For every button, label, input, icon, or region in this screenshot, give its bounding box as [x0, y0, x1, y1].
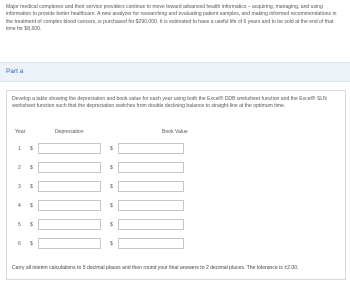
- depreciation-input[interactable]: [38, 238, 101, 249]
- year-number: 4: [18, 203, 21, 209]
- depreciation-input[interactable]: [38, 143, 101, 154]
- table-row: [7, 143, 345, 156]
- question-panel: [6, 90, 346, 280]
- depreciation-dollar-sign: $: [30, 222, 33, 228]
- depreciation-input[interactable]: [38, 200, 101, 211]
- book-value-dollar-sign: $: [110, 222, 113, 228]
- book-value-input[interactable]: [118, 219, 184, 230]
- table-row: [7, 162, 345, 175]
- part-label: Part a: [6, 68, 24, 75]
- depreciation-input[interactable]: [38, 181, 101, 192]
- book-value-dollar-sign: $: [110, 184, 113, 190]
- book-value-input[interactable]: [118, 143, 184, 154]
- year-number: 6: [18, 241, 21, 247]
- table-row: [7, 200, 345, 213]
- depreciation-dollar-sign: $: [30, 184, 33, 190]
- table-row: [7, 181, 345, 194]
- depreciation-dollar-sign: $: [30, 165, 33, 171]
- depreciation-column-header: Depreciation: [55, 129, 84, 135]
- year-number: 5: [18, 222, 21, 228]
- depreciation-dollar-sign: $: [30, 146, 33, 152]
- year-number: 3: [18, 184, 21, 190]
- year-number: 1: [18, 146, 21, 152]
- book-value-dollar-sign: $: [110, 203, 113, 209]
- depreciation-input[interactable]: [38, 162, 101, 173]
- part-a-header: [0, 62, 350, 82]
- book-value-column-header: Book Value: [162, 129, 188, 135]
- book-value-dollar-sign: $: [110, 165, 113, 171]
- depreciation-dollar-sign: $: [30, 203, 33, 209]
- depreciation-input[interactable]: [38, 219, 101, 230]
- book-value-input[interactable]: [118, 200, 184, 211]
- table-row: [7, 238, 345, 251]
- year-column-header: Year: [15, 129, 26, 135]
- year-number: 2: [18, 165, 21, 171]
- book-value-input[interactable]: [118, 238, 184, 249]
- problem-statement: Major medical complexes and their service providers continue to move toward advanced health informatics – acquiring, managing, and using information to provide better healthcare. A new analyzer for researching and evaluating patient samples, and making informed recommendations in the treatment of complex blood cancers, is purchased for $290,000. It is estimated to have a useful life of 6 years and to be sold at the end of that time for $8,500.: [6, 4, 337, 32]
- book-value-dollar-sign: $: [110, 241, 113, 247]
- book-value-input[interactable]: [118, 181, 184, 192]
- book-value-dollar-sign: $: [110, 146, 113, 152]
- book-value-input[interactable]: [118, 162, 184, 173]
- tolerance-note: Carry all interim calculations to 5 decimal places and then round your final answers to 2 decimal places. The tolerance is ±2.00.: [12, 265, 299, 271]
- instructions-text: Develop a table showing the depreciation and book value for each year using both the Excel® DDB worksheet function and the Excel® SLN worksheet function such that the depreciation switches from double declining balance to straight-line at the optimum time.: [12, 96, 327, 110]
- depreciation-dollar-sign: $: [30, 241, 33, 247]
- table-row: [7, 219, 345, 232]
